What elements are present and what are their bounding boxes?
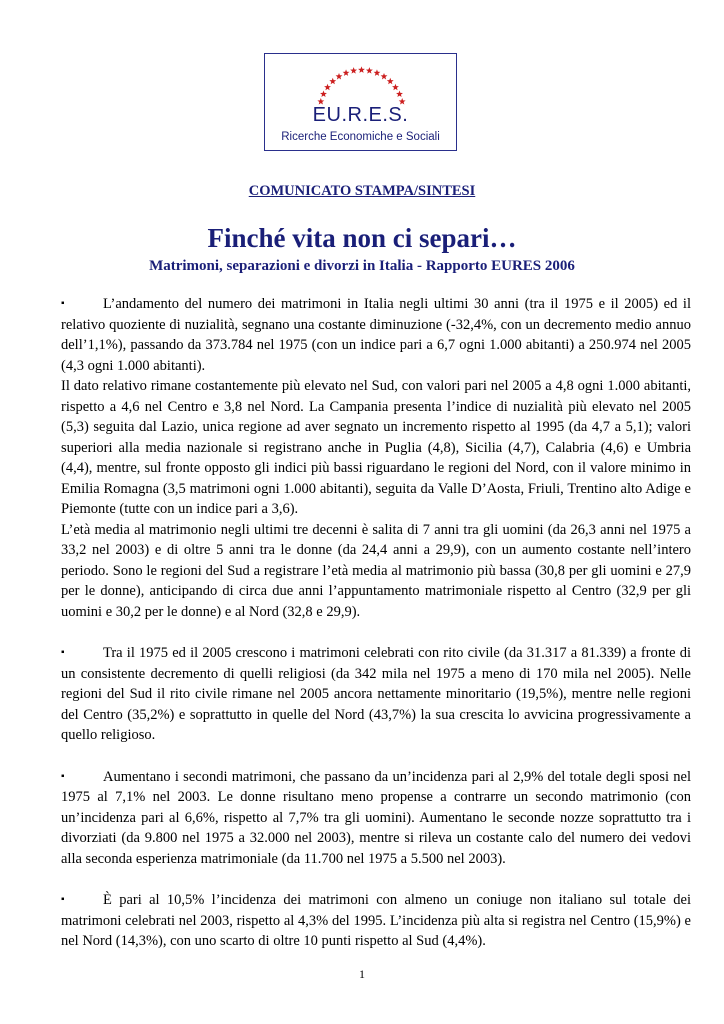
page-title: Finché vita non ci separi… [207,223,517,253]
page-subtitle: Matrimoni, separazioni e divorzi in Italia - Rapporto EURES 2006 [149,258,575,274]
bullet-icon: ▪ [61,298,65,309]
section-2-intro [61,643,691,746]
document-body [61,294,691,952]
logo-star-icon [392,84,399,91]
section-text: È pari al 10,5% l’incidenza dei matrimoni con almeno un coniuge non italiano sul totale dei matrimoni celebrati nel 2003, rispetto al 4,3% del 1995. L’incidenza più alta si registra nel Centro (15,9%) e nel Nord (14,3%), con uno scarto di oltre 10 punti rispetto al Sud (4,4%). [61,892,691,949]
logo-star-icon [329,78,336,85]
page-number: 1 [359,967,365,981]
press-release-label: COMUNICATO STAMPA/SINTESI [248,183,476,199]
logo-tagline: Ricerche Economiche e Sociali [281,131,440,143]
bullet-icon: ▪ [61,894,65,905]
section-text: Aumentano i secondi matrimoni, che passano da un’incidenza pari al 2,9% del totale degli sposi nel 1975 al 7,1% nel 2003. Le donne risultano meno propense a contrarre un secondo matrimonio (con un’incidenza pari al 6,6%, rispetto al 7,7% tra gli uomini). Aumentano le seconde nozze soprattutto tra i divorziati (da 9.800 nel 1975 a 32.000 nel 2003), mentre si rileva un costante calo del numero dei vedovi alla seconda esperienza matrimoniale (da 11.700 nel 1975 a 5.500 nel 2003). [61,768,691,867]
section-1-paragraph: L’età media al matrimonio negli ultimi tre decenni è salita di 7 anni tra gli uomini (da 26,3 anni nel 1975 a 33,2 nel 2003) e di oltre 5 anni tra le donne (da 24,4 anni a 29,9), con un aumento costante nell’intero periodo. Sono le regioni del Sud a registrare l’età media al matrimonio più bassa (30,8 per gli uomini e 27,9 per le donne), anticipando di circa due anni l’appuntamento matrimoniale rispetto al Centro (32,9 per gli uomini e 30,2 per le donne) e al Nord (32,8 e 29,9). [61,521,691,620]
logo-star-icon [396,91,403,98]
logo-star-icon [324,84,331,91]
bullet-icon: ▪ [61,647,65,658]
section-text: L’andamento del numero dei matrimoni in Italia negli ultimi 30 anni (tra il 1975 e il 2005) ed il relativo quoziente di nuzialità, segnano una costante diminuzione (-32,4%, con un decremento medio annuo dell’1,1%), passando da 373.784 nel 1975 (con un indice pari a 6,7 ogni 1.000 abitanti) a 250.974 nel 2005 (4,3 ogni 1.000 abitanti). [61,296,691,374]
section-3-intro [61,767,691,870]
logo-star-icon [350,67,357,74]
eures-logo [264,53,457,151]
logo-name: EU.R.E.S. [312,104,409,126]
logo-star-icon [374,69,381,76]
logo-star-icon [320,91,327,98]
section-text: Tra il 1975 ed il 2005 crescono i matrimoni celebrati con rito civile (da 31.317 a 81.339) a fronte di un consistente decremento di quelli religiosi (da 342 mila nel 1975 a meno di 170 mila nel 2005). Nelle regioni del Sud il rito civile rimane nel 2005 ancora nettamente minoritario (19,5%), mentre nelle regioni del Centro (35,2%) e soprattutto in quelle del Nord (43,7%) la sua crescita lo avvicina progressivamente a quello religioso. [61,645,691,743]
logo-star-icon [343,69,350,76]
section-1-paragraph: Il dato relativo rimane costantemente più elevato nel Sud, con valori pari nel 2005 a 4,8 ogni 1.000 abitanti, rispetto a 4,6 nel Centro e 3,8 nel Nord. La Campania presenta l’indice di nuzialità più elevato nel 2005 (5,3) seguita dal Lazio, unica regione ad aver segnato un incremento rispetto al 1995 (da 4,7 a 5,1); valori superiori alla media nazionale si registrano anche in Puglia (4,8), Sicilia (4,7), Calabria (4,6) e Umbria (4,4), mentre, sul fronte opposto gli indici più bassi riguardano le regioni del Nord, con il valore minimo in Emilia Romagna (3,5 matrimoni ogni 1.000 abitanti), seguita da Valle D’Aosta, Friuli, Trentino alto Adige e Piemonte (tutte con un indice pari a 3,6). [61,378,691,517]
section-4-intro [61,890,691,952]
logo-star-icon [381,73,388,80]
logo-star-icon [336,73,343,80]
logo-star-icon [387,78,394,85]
logo-star-icon [366,67,373,74]
bullet-icon: ▪ [61,770,65,782]
logo-star-icon [358,66,365,73]
section-1-intro [61,294,691,376]
